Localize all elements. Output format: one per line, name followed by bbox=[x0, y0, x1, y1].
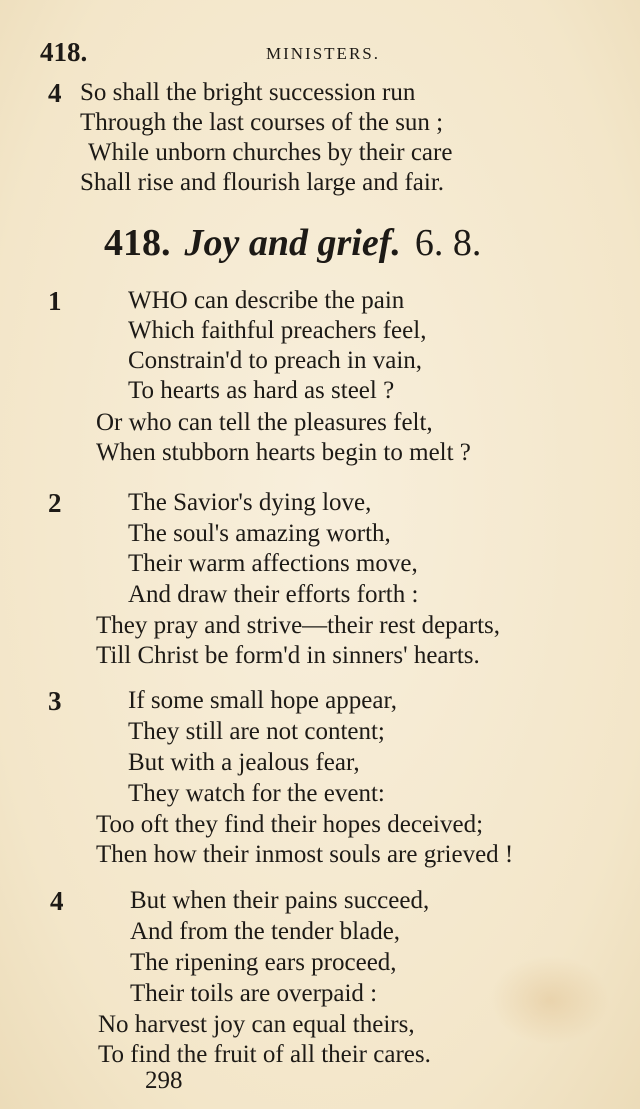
stanza-line: WHO can describe the pain bbox=[128, 287, 405, 314]
stanza-line: To find the fruit of all their cares. bbox=[98, 1041, 431, 1068]
stanza-number: 4 bbox=[50, 886, 64, 916]
stanza-line: To hearts as hard as steel ? bbox=[128, 377, 395, 404]
stanza-line: Their warm affections move, bbox=[128, 550, 418, 577]
stanza-line: The Savior's dying love, bbox=[128, 489, 372, 516]
hymn-heading bbox=[104, 220, 481, 266]
stanza-number: 2 bbox=[48, 488, 62, 518]
stanza-line: Their toils are overpaid : bbox=[130, 980, 378, 1007]
stanza-line: They still are not content; bbox=[128, 718, 385, 745]
paper-stain bbox=[490, 955, 610, 1045]
stanza-number: 3 bbox=[48, 686, 62, 716]
hymn-number: 418. bbox=[104, 222, 171, 264]
hymn-title: Joy and grief. bbox=[184, 222, 401, 264]
prev-stanza-line: While unborn churches by their care bbox=[88, 139, 453, 166]
stanza-line: If some small hope appear, bbox=[128, 687, 398, 714]
stanza-line: Too oft they find their hopes deceived; bbox=[96, 811, 484, 838]
prev-stanza-line: Shall rise and flourish large and fair. bbox=[80, 169, 445, 196]
stanza-line: Or who can tell the pleasures felt, bbox=[96, 409, 433, 436]
stanza-line: When stubborn hearts begin to melt ? bbox=[96, 439, 471, 466]
stanza-line: But with a jealous fear, bbox=[128, 749, 360, 776]
prev-stanza-line: Through the last courses of the sun ; bbox=[80, 109, 444, 136]
header-hymn-number: 418. bbox=[40, 37, 88, 67]
stanza-line: And from the tender blade, bbox=[130, 918, 401, 945]
page-number: 298 bbox=[145, 1067, 183, 1094]
stanza-line: Which faithful preachers feel, bbox=[128, 317, 427, 344]
stanza-number: 1 bbox=[48, 286, 62, 316]
stanza-line: But when their pains succeed, bbox=[130, 887, 430, 914]
running-title: MINISTERS. bbox=[266, 44, 380, 63]
prev-stanza-line: So shall the bright succession run bbox=[80, 79, 416, 106]
stanza-line: They watch for the event: bbox=[128, 780, 385, 807]
stanza-line: Then how their inmost souls are grieved ! bbox=[96, 841, 514, 868]
hymn-meter: 6. 8. bbox=[414, 222, 482, 264]
stanza-line: And draw their efforts forth : bbox=[128, 581, 419, 608]
stanza-line: The ripening ears proceed, bbox=[130, 949, 397, 976]
stanza-line: Till Christ be form'd in sinners' hearts. bbox=[96, 642, 480, 669]
prev-stanza-number: 4 bbox=[48, 78, 62, 108]
stanza-line: The soul's amazing worth, bbox=[128, 520, 391, 547]
stanza-line: They pray and strive—their rest departs, bbox=[96, 612, 501, 639]
stanza-line: No harvest joy can equal theirs, bbox=[98, 1011, 415, 1038]
stanza-line: Constrain'd to preach in vain, bbox=[128, 347, 423, 374]
